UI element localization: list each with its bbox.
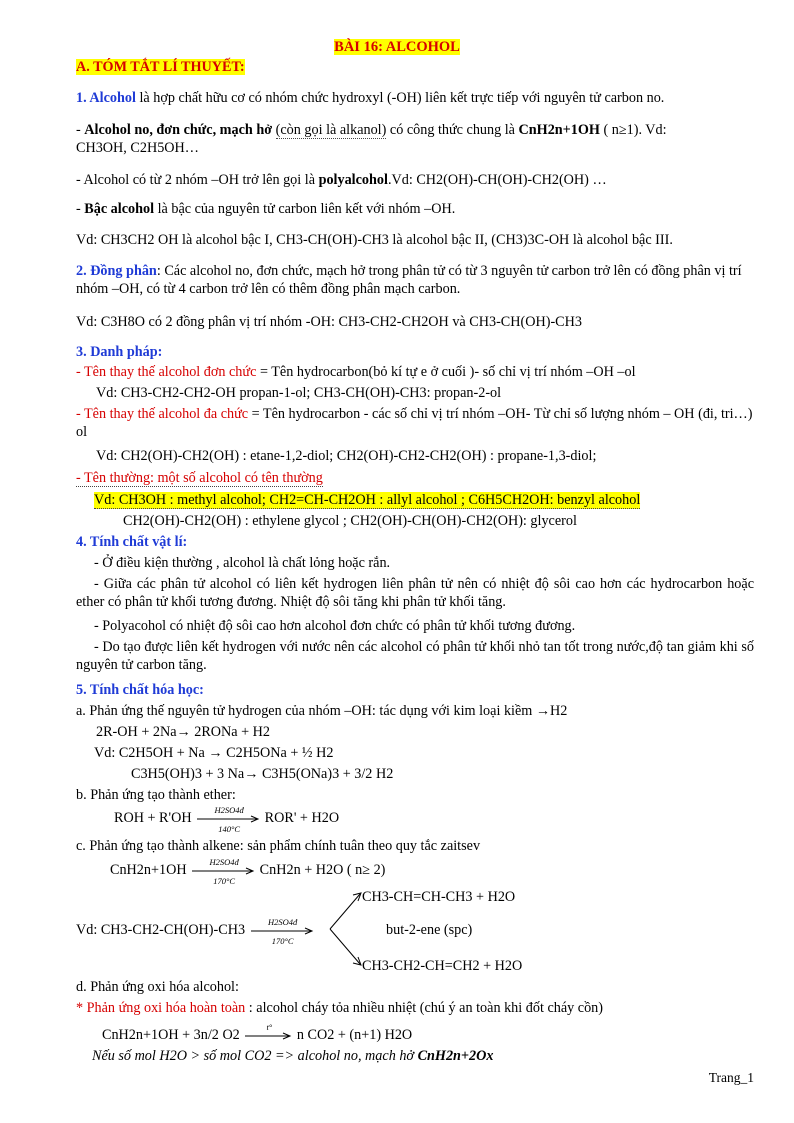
branch-arrows-icon [328,890,364,968]
reaction-arrow: H2SO4đ 140°C [195,810,261,828]
product-note: but-2-ene (spc) [386,922,473,938]
physical-property-1: - Ở điều kiện thường , alcohol là chất lỏng hoặc rắn. [94,555,391,571]
complete-oxidation: * Phản ứng oxi hóa hoàn toàn : alcohol cháy tỏa nhiều nhiệt (chú ý an toàn khi đốt cháy cồn) [76,1000,603,1016]
alcohol-degree-paragraph: - Bậc alcohol là bậc của nguyên tử carbon liên kết với nhóm –OH. [76,201,456,217]
reaction-c: c. Phản ứng tạo thành alkene: sản phẩm chính tuân theo quy tắc zaitsev [76,838,481,854]
product-2: CH3-CH2-CH=CH2 + H2O [362,958,523,974]
isomer-section: 2. Đồng phân: Các alcohol no, đơn chức, mạch hở trong phân tử có từ 3 nguyên tử carbon trở lên có đồng phân vị trí nhóm –OH, có từ 4 carbon trở lên có thêm đồng phân mạch carbon. [76,263,742,297]
right-arrow-icon [243,1032,293,1040]
common-names-example-2: CH2(OH)-CH2(OH) : ethylene glycol ; CH2(OH)-CH(OH)-CH2(OH): glycerol [123,513,577,529]
reaction-d: d. Phản ứng oxi hóa alcohol: [76,979,239,995]
physical-property-4: - Do tạo được liên kết hydrogen với nước nên các alcohol có phân tử khối nhỏ tan tốt trong nước,độ tan giảm khi số nguyên tử carbon tăng. [76,639,754,673]
reaction-b-eq: ROH + R'OH H2SO4đ 140°C ROR' + H2O [114,804,340,834]
physical-properties-heading: 4. Tính chất vật lí: [76,534,188,550]
right-arrow-icon [249,927,315,935]
physical-property-2: - Giữa các phân tử alcohol có liên kết hydrogen liên phân tử nên có nhiệt độ sôi cao hơn các hydrocarbon hoặc ether có phân tử khối tương đương. Nhiệt độ sôi tăng khi phân tử khối tăng. [76,576,754,610]
common-names-example-1: Vd: CH3OH : methyl alcohol; CH2=CH-CH2OH : allyl alcohol ; C6H5CH2OH: benzyl alcohol [94,492,641,508]
reaction-arrow: t° [243,1027,293,1045]
nomenclature-rule-1: - Tên thay thế alcohol đơn chức = Tên hydrocarbon(bỏ kí tự e ở cuối )- số chỉ vị trí nhóm –OH –ol [76,364,636,380]
reaction-b: b. Phản ứng tạo thành ether: [76,787,236,803]
combustion-conclusion: Nếu số mol H2O > số mol CO2 => alcohol no, mạch hở CnH2n+2Ox [92,1048,494,1064]
nomenclature-rule-2: - Tên thay thế alcohol đa chức = Tên hydrocarbon - các số chỉ vị trí nhóm –OH- Từ chỉ số lượng nhóm – OH (đi, tri…) ol [76,406,753,440]
chemical-properties-heading: 5. Tính chất hóa học: [76,682,204,698]
nomenclature-example-2: Vd: CH2(OH)-CH2(OH) : etane-1,2-diol; CH2(OH)-CH2-CH2(OH) : propane-1,3-diol; [96,448,597,464]
lesson-title: BÀI 16: ALCOHOL [334,39,460,55]
nomenclature-example-1: Vd: CH3-CH2-CH2-OH propan-1-ol; CH3-CH(OH)-CH3: propan-2-ol [96,385,502,401]
product-1: CH3-CH=CH-CH3 + H2O [362,889,516,905]
isomer-example: Vd: C3H8O có 2 đồng phân vị trí nhóm -OH: CH3-CH2-CH2OH và CH3-CH(OH)-CH3 [76,314,582,330]
reaction-a-eq3: C3H5(OH)3 + 3 Na→ C3H5(ONa)3 + 3/2 H2 [131,766,394,782]
reaction-arrow: H2SO4đ 170°C [249,922,315,940]
physical-property-3: - Polyacohol có nhiệt độ sôi cao hơn alcohol đơn chức có phân tử khối tương đương. [94,618,576,634]
reaction-c-eq: CnH2n+1OH H2SO4đ 170°C CnH2n + H2O ( n≥ 2) [110,856,386,886]
polyalcohol-paragraph: - Alcohol có từ 2 nhóm –OH trở lên gọi là polyalcohol.Vd: CH2(OH)-CH(OH)-CH2(OH) … [76,172,607,188]
reaction-a: a. Phản ứng thế nguyên tử hydrogen của nhóm –OH: tác dụng với kim loại kiềm →H2 [76,703,568,719]
nomenclature-heading: 3. Danh pháp: [76,344,163,360]
reaction-c-example: Vd: CH3-CH2-CH(OH)-CH3 H2SO4đ 170°C [76,921,754,940]
page-number: Trang_1 [708,1070,754,1085]
alkanol-paragraph: - Alcohol no, đơn chức, mạch hở (còn gọi là alkanol) có công thức chung là CnH2n+1OH ( n≥1). Vd: CH3OH, C2H5OH… [76,122,667,156]
right-arrow-icon [195,815,261,823]
common-names-rule: - Tên thường: một số alcohol có tên thường [76,470,323,486]
reaction-a-eq2: Vd: C2H5OH + Na → C2H5ONa + ½ H2 [94,745,334,761]
right-arrow-icon [190,867,256,875]
reaction-a-eq1: 2R-OH + 2Na→ 2RONa + H2 [96,724,271,740]
definition-paragraph: 1. Alcohol là hợp chất hữu cơ có nhóm chức hydroxyl (-OH) liên kết trực tiếp với nguyên tử carbon no. [76,90,665,106]
reaction-arrow: H2SO4đ 170°C [190,862,256,880]
combustion-equation: CnH2n+1OH + 3n/2 O2 t° n CO2 + (n+1) H2O [102,1021,413,1043]
section-a-heading: A. TÓM TẮT LÍ THUYẾT: [76,59,245,75]
alcohol-degree-example: Vd: CH3CH2 OH là alcohol bậc I, CH3-CH(OH)-CH3 là alcohol bậc II, (CH3)3C-OH là alcohol bậc III. [76,232,673,248]
